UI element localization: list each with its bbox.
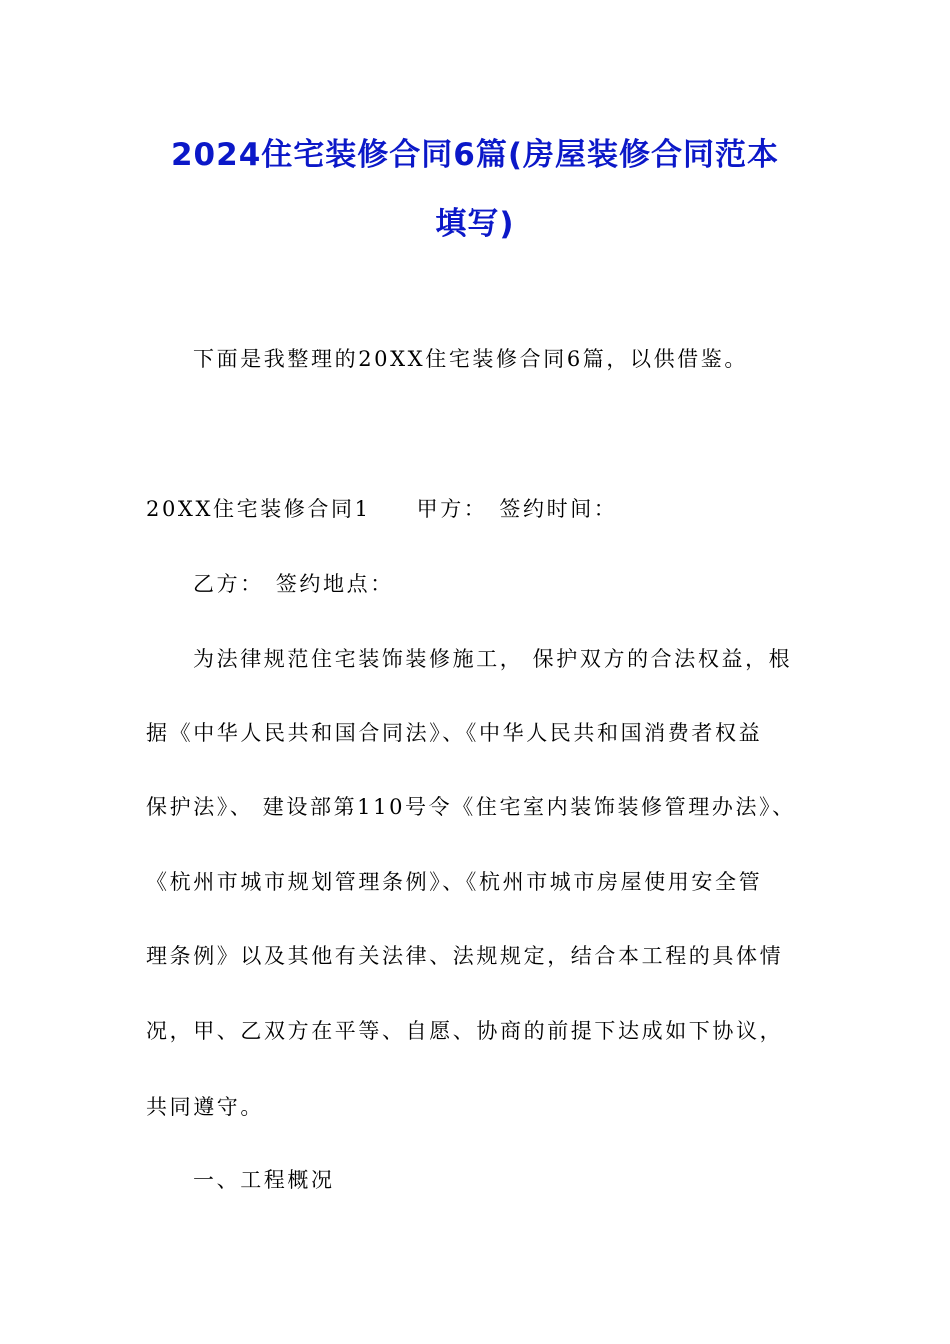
contract-1-header-line (146, 495, 816, 523)
body-line-3: 保护法》、 建设部第110号令《住宅室内装饰装修管理办法》、 (146, 795, 796, 819)
intro-paragraph: 下面是我整理的20XX住宅装修合同6篇，以供借鉴。 (193, 347, 748, 371)
body-line-1: 为法律规范住宅装饰装修施工， 保护双方的合法权益，根 (193, 647, 793, 671)
body-line-5: 理条例》以及其他有关法律、法规规定，结合本工程的具体情 (146, 944, 784, 968)
contract-1-heading: 20XX住宅装修合同1 (146, 497, 371, 521)
body-line-2: 据《中华人民共和国合同法》、《中华人民共和国消费者权益 (146, 721, 763, 745)
sign-place-label: 签约地点： (275, 572, 394, 596)
body-line-6: 况，甲、乙双方在平等、自愿、协商的前提下达成如下协议， (146, 1019, 784, 1043)
sign-time-label: 签约时间： (499, 497, 618, 521)
party-b-label: 乙方： (193, 572, 264, 596)
document-title-line-2: 填写) (435, 206, 515, 242)
body-line-7: 共同遵守。 (146, 1095, 264, 1119)
party-b-line (193, 570, 863, 598)
party-a-label: 甲方： (416, 497, 488, 521)
section-1-heading: 一、工程概况 (193, 1168, 335, 1192)
body-line-4: 《杭州市城市规划管理条例》、《杭州市城市房屋使用安全管 (146, 870, 763, 894)
document-title-line-1: 2024住宅装修合同6篇(房屋装修合同范本 (170, 137, 779, 173)
